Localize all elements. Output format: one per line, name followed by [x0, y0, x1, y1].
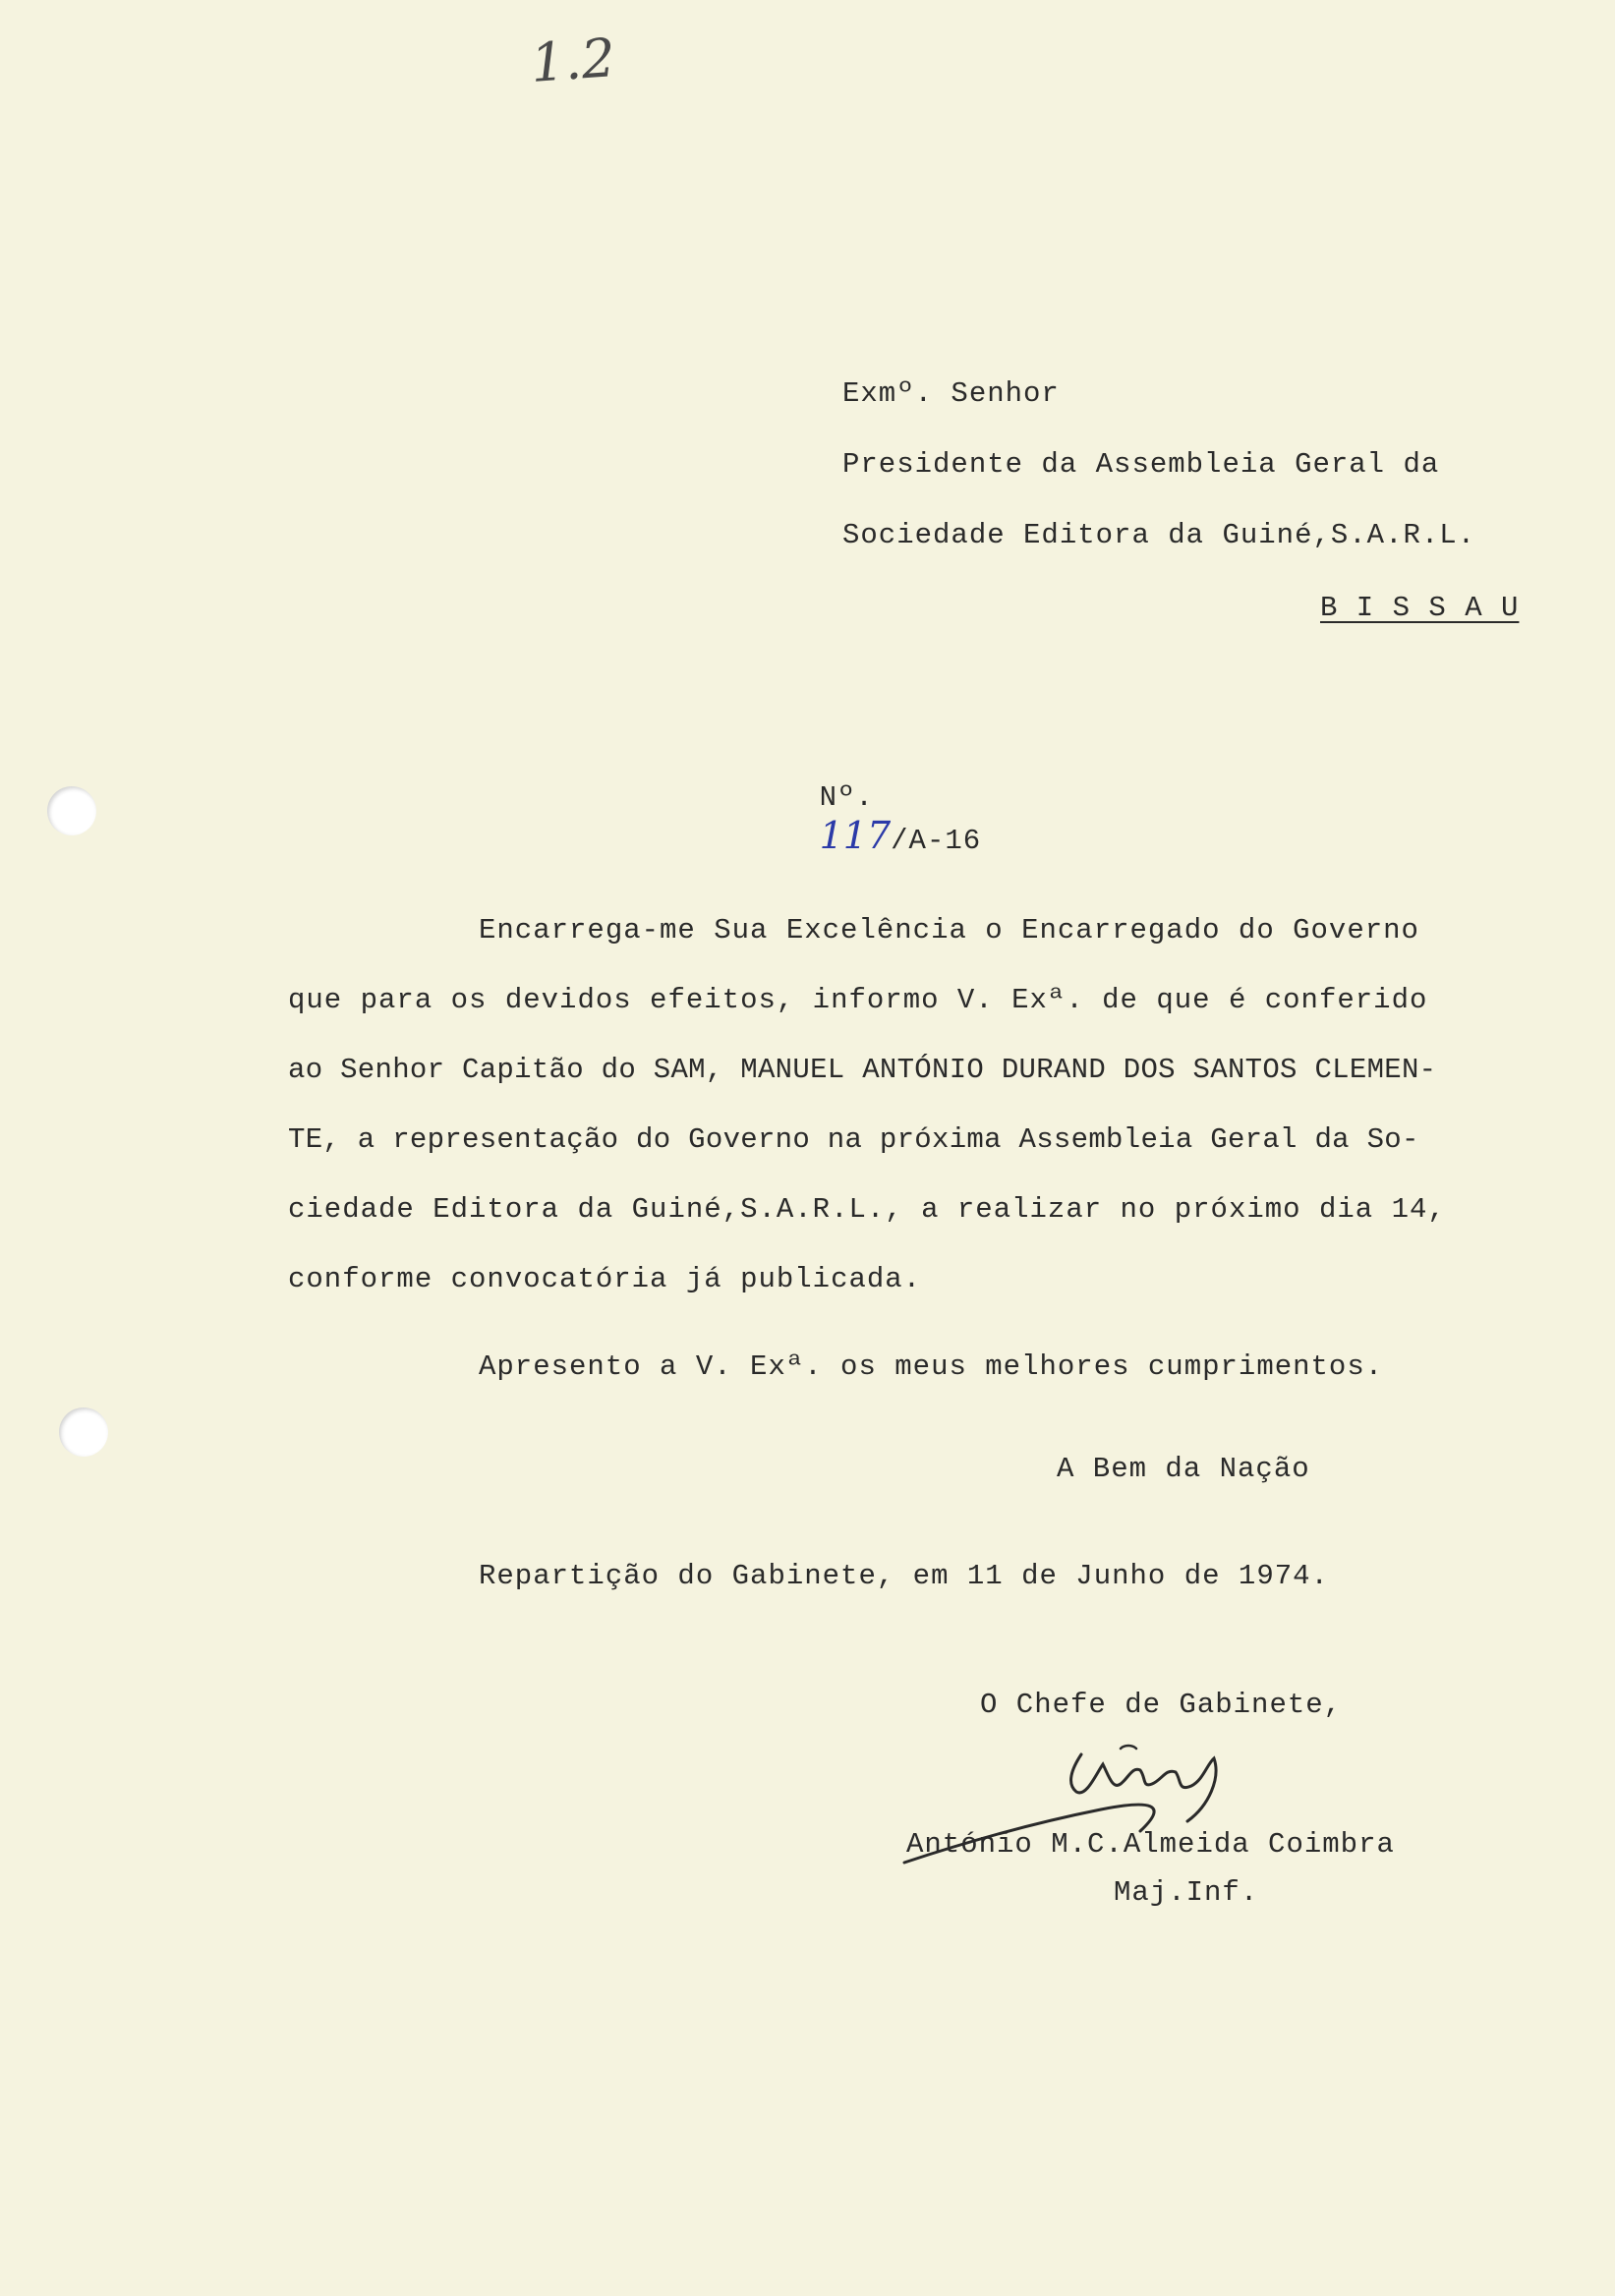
body-closing-paragraph: Apresento a V. Exª. os meus melhores cumprimentos. [479, 1350, 1384, 1383]
addressee-line-3: Sociedade Editora da Guiné,S.A.R.L. [842, 519, 1476, 551]
signatory-rank: Maj.Inf. [1114, 1876, 1259, 1909]
reference-number [747, 749, 981, 890]
body-line-2: que para os devidos efeitos, informo V. Exª. de que é conferido [288, 984, 1428, 1016]
body-line-1: Encarrega-me Sua Excelência o Encarregado do Governo [479, 914, 1419, 947]
body-line-4: TE, a representação do Governo na próxima Assembleia Geral da So- [288, 1123, 1419, 1156]
punch-hole-bottom [59, 1407, 108, 1457]
salutation: A Bem da Nação [1057, 1453, 1310, 1485]
addressee-city: B I S S A U [1320, 592, 1520, 624]
place-date: Repartição do Gabinete, em 11 de Junho de 1974. [479, 1560, 1329, 1592]
addressee-line-1: Exmº. Senhor [842, 377, 1060, 410]
signatory-role: O Chefe de Gabinete, [980, 1689, 1343, 1721]
body-line-6: conforme convocatória já publicada. [288, 1263, 922, 1295]
signatory-name: António M.C.Almeida Coimbra [906, 1828, 1395, 1861]
body-line-3: ao Senhor Capitão do SAM, MANUEL ANTÓNIO DURAND DOS SANTOS CLEMEN- [288, 1054, 1437, 1086]
addressee-line-2: Presidente da Assembleia Geral da [842, 448, 1440, 481]
margin-note: 1.2 [528, 27, 617, 94]
reference-prefix: Nº. [819, 781, 874, 814]
reference-handwritten-number: 117 [819, 814, 892, 857]
reference-suffix: /A-16 [891, 825, 982, 857]
body-line-5: ciedade Editora da Guiné,S.A.R.L., a realizar no próximo dia 14, [288, 1193, 1446, 1226]
punch-hole-top [47, 786, 96, 835]
handwritten-signature [875, 1715, 1307, 1892]
